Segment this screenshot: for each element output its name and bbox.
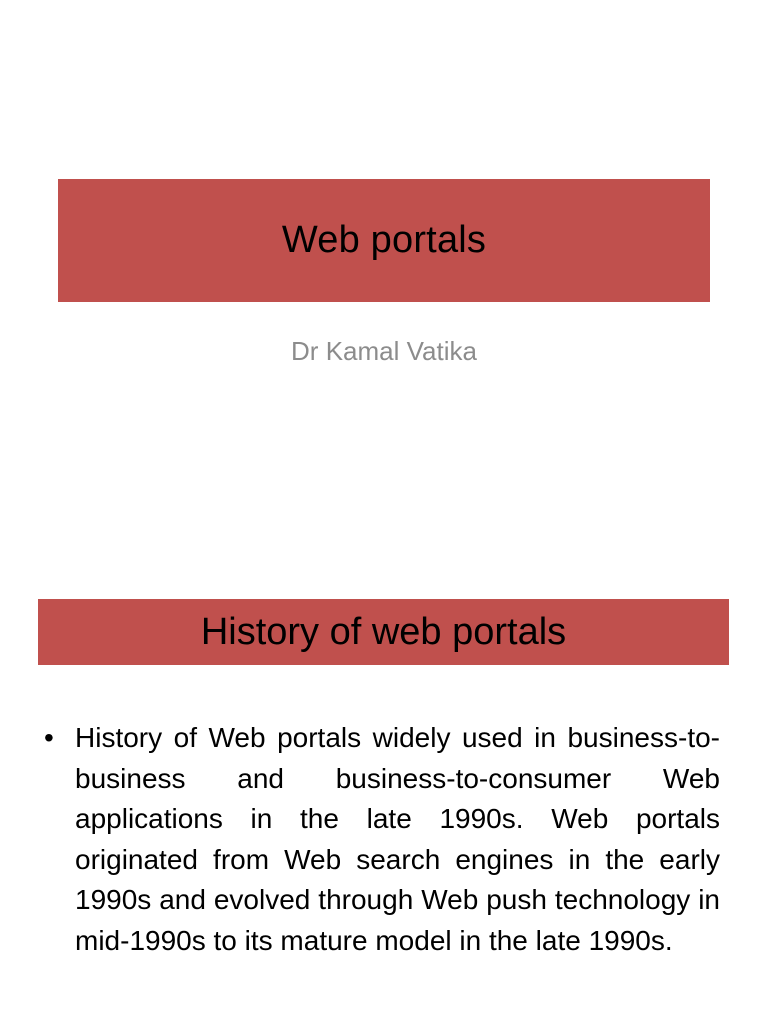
bullet-icon: • bbox=[44, 722, 54, 753]
bullet-list-item bbox=[44, 718, 720, 962]
slide-subtitle: Dr Kamal Vatika bbox=[291, 336, 477, 366]
bullet-text: History of Web portals widely used in business-to-business and business-to-consumer Web applications in the late 1990s. Web portals originated from Web search engines in the early 1990s and evolved through Web push technology in mid-1990s to its mature model in the late 1990s. bbox=[75, 722, 720, 956]
title-banner bbox=[58, 179, 710, 302]
section-banner bbox=[38, 599, 729, 665]
slide-title: Web portals bbox=[281, 219, 487, 261]
section-heading: History of web portals bbox=[200, 610, 567, 653]
